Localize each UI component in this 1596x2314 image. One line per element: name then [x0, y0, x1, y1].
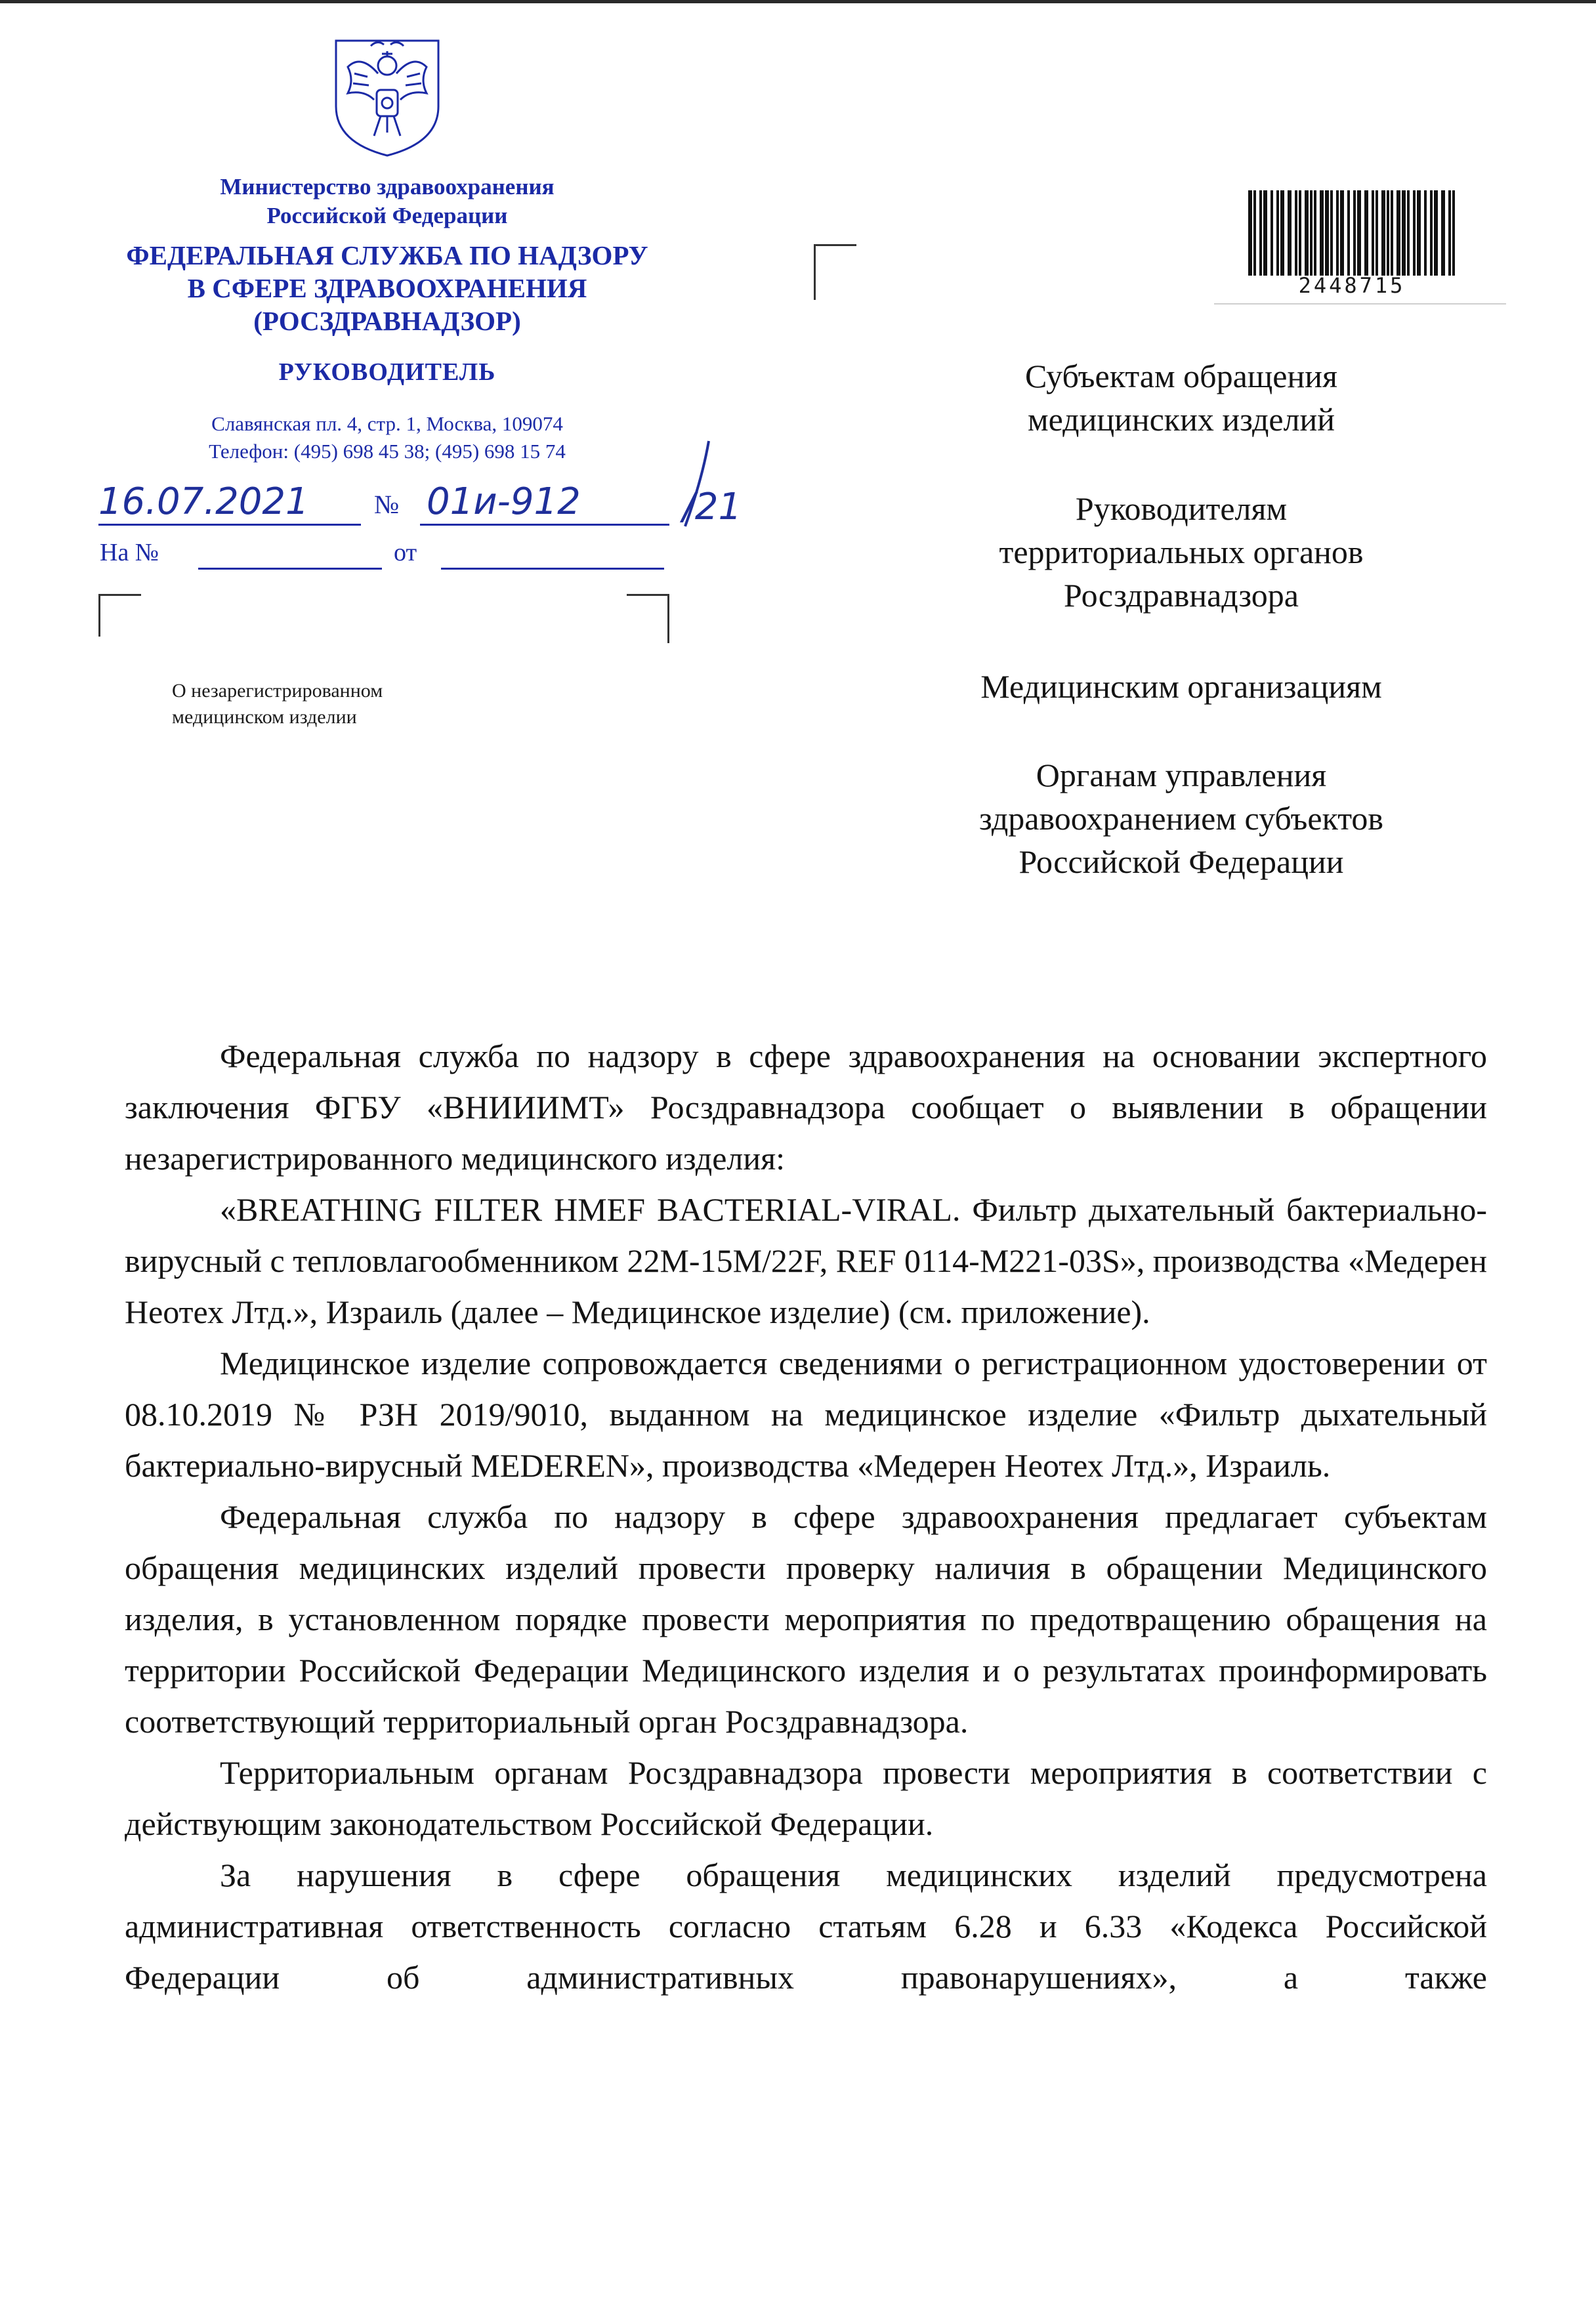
- coat-of-arms-icon: [328, 28, 446, 159]
- head-title: РУКОВОДИТЕЛЬ: [278, 358, 496, 386]
- barcode: [1247, 190, 1457, 276]
- barcode-bar: [1372, 190, 1374, 276]
- ministry-name: [66, 173, 709, 230]
- barcode-bar: [1295, 190, 1297, 276]
- office-address: Славянская пл. 4, стр. 1, Москва, 109074: [211, 412, 563, 435]
- scan-edge: [0, 0, 1596, 3]
- service-line-2: В СФЕРЕ ЗДРАВООХРАНЕНИЯ: [187, 273, 587, 303]
- addressee-2-line-3: Росздравнадзора: [1064, 577, 1299, 614]
- ref-from-label: от: [394, 539, 417, 566]
- body-paragraph-5: Территориальным органам Росздравнадзора провести мероприятия в соответствии с действующим законодательством Российской Федерации.: [125, 1754, 1487, 1842]
- barcode-bar: [1441, 190, 1445, 276]
- addressee-4: [853, 753, 1509, 883]
- reference-row: [100, 538, 677, 578]
- barcode-bar: [1310, 190, 1312, 276]
- barcode-bar: [1305, 190, 1309, 276]
- barcode-bar: [1340, 190, 1344, 276]
- barcode-bar: [1448, 190, 1451, 276]
- body-paragraph-4: Федеральная служба по надзору в сфере здравоохранения предлагает субъектам обращения медицинских изделий провести проверку наличия в обращении Медицинского изделия, в установленном порядке провести мероприятия по предотвращению обращения на территории Российской Федерации Медицинского изделия и о результатах проинформировать соответствующий территориальный орган Росздравнадзора.: [125, 1498, 1487, 1740]
- subject-line-2: медицинском изделии: [172, 706, 357, 728]
- barcode-bar: [1376, 190, 1378, 276]
- body-paragraph-6: За нарушения в сфере обращения медицинских изделий предусмотрена административная ответственность согласно статьям 6.28 и 6.33 «Кодекса Российской Федерации об административных правонарушениях», а также: [125, 1857, 1487, 1996]
- barcode-bar: [1330, 190, 1333, 276]
- barcode-bar: [1364, 190, 1368, 276]
- barcode-bar: [1430, 190, 1433, 276]
- subject-line-1: О незарегистрированном: [172, 680, 383, 702]
- barcode-rule: [1214, 303, 1506, 305]
- addressee-2: [853, 487, 1509, 617]
- addressee-2-line-2: территориальных органов: [999, 534, 1364, 570]
- registration-row: [98, 479, 807, 545]
- addressee-1-line-2: медицинских изделий: [1027, 401, 1335, 438]
- barcode-bar: [1381, 190, 1385, 276]
- addressee-3-line-1: Медицинским организациям: [980, 668, 1382, 705]
- barcode-bar: [1314, 190, 1316, 276]
- service-line-3: (РОСЗДРАВНАДЗОР): [253, 306, 521, 336]
- barcode-bar: [1288, 190, 1292, 276]
- addressee-2-line-1: Руководителям: [1075, 490, 1288, 527]
- subject-bracket-right: [627, 594, 669, 643]
- barcode-bar: [1280, 190, 1284, 276]
- date-underline: [98, 524, 361, 526]
- ministry-line-2: Российской Федерации: [266, 203, 508, 228]
- service-line-1: ФЕДЕРАЛЬНАЯ СЛУЖБА ПО НАДЗОРУ: [126, 240, 648, 270]
- registration-number: 01и-912: [427, 480, 581, 523]
- barcode-bar: [1424, 190, 1427, 276]
- barcode-bar: [1452, 190, 1455, 276]
- office-phone: Телефон: (495) 698 45 38; (495) 698 15 74: [209, 440, 566, 463]
- body-paragraph-1: Федеральная служба по надзору в сфере здравоохранения на основании экспертного заключения ФГБУ «ВНИИИМТ» Росздравнадзора сообщает о выявлении в обращении незарегистрированного медицинского изделия:: [125, 1038, 1487, 1177]
- registration-date: 16.07.2021: [98, 480, 309, 523]
- handwritten-slash-mark: [676, 440, 715, 532]
- barcode-bar: [1357, 190, 1361, 276]
- barcode-bar: [1434, 190, 1438, 276]
- barcode-bar: [1320, 190, 1324, 276]
- barcode-bar: [1396, 190, 1400, 276]
- barcode-bar: [1391, 190, 1393, 276]
- addressee-1: [853, 354, 1509, 441]
- barcode-bar: [1276, 190, 1279, 276]
- barcode-bar: [1325, 190, 1329, 276]
- ministry-line-1: Министерство здравоохранения: [220, 174, 555, 200]
- addressee-1-line-1: Субъектам обращения: [1025, 358, 1337, 394]
- addressee-bracket: [814, 244, 856, 300]
- barcode-bar: [1402, 190, 1406, 276]
- ref-label: На №: [100, 539, 159, 566]
- letter-subject: [172, 678, 383, 730]
- barcode-bar: [1259, 190, 1262, 276]
- registration-number-suffix: /21: [682, 486, 742, 528]
- barcode-bar: [1253, 190, 1256, 276]
- barcode-bar: [1407, 190, 1410, 276]
- letter-body: [125, 1030, 1487, 2003]
- body-paragraph-3: Медицинское изделие сопровождается сведениями о регистрационном удостоверении от 08.10.2019 № РЗН 2019/9010, выданном на медицинское изделие «Фильтр дыхательный бактериально-вирусный MEDEREN», производства «Медерен Неотех Лтд.», Израиль.: [125, 1345, 1487, 1484]
- barcode-number: 2448715: [1298, 273, 1406, 298]
- subject-bracket-left: [98, 594, 141, 637]
- addressee-4-line-3: Российской Федерации: [1018, 843, 1344, 880]
- addressee-4-line-2: здравоохранением субъектов: [978, 800, 1384, 837]
- barcode-bar: [1270, 190, 1273, 276]
- ref-number-blank: [198, 568, 382, 570]
- barcode-bar: [1248, 190, 1252, 276]
- barcode-bar: [1263, 190, 1267, 276]
- barcode-bar: [1353, 190, 1356, 276]
- number-underline: [420, 524, 669, 526]
- ref-date-blank: [441, 568, 664, 570]
- addressee-3: [853, 665, 1509, 708]
- body-paragraph-2: «BREATHING FILTER HMEF BACTERIAL-VIRAL. Фильтр дыхательный бактериально-вирусный с тепловлагообменником 22M-15M/22F, REF 0114-M221-03S», производства «Медерен Неотех Лтд.», Израиль (далее – Медицинское изделие) (см. приложение).: [125, 1191, 1487, 1330]
- service-name: [66, 239, 709, 337]
- barcode-bar: [1299, 190, 1301, 276]
- barcode-bar: [1336, 190, 1339, 276]
- barcode-bar: [1417, 190, 1421, 276]
- barcode-bar: [1387, 190, 1389, 276]
- addressee-4-line-1: Органам управления: [1036, 757, 1327, 793]
- barcode-bar: [1347, 190, 1350, 276]
- barcode-bar: [1413, 190, 1416, 276]
- number-sign: №: [374, 490, 400, 519]
